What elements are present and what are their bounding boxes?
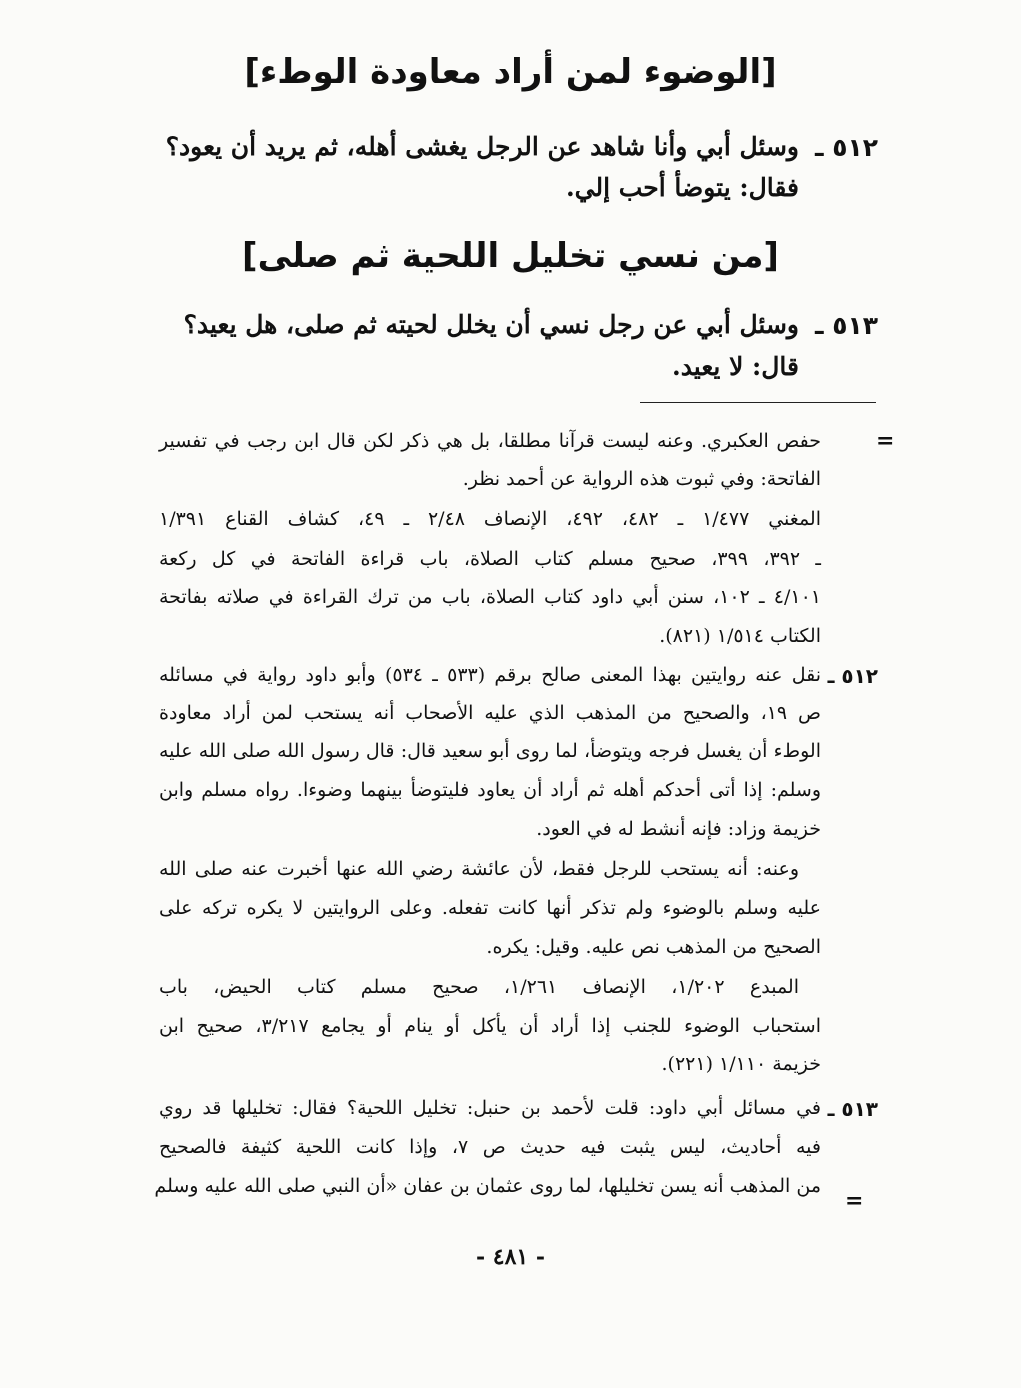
footnote-line: ص ١٩، والصحيح من المذهب الذي عليه الأصحاب أنه يستحب لمن أراد معاودة [159,702,822,724]
continuation-mark-bottom: = [845,1188,864,1214]
footnote-line: الصحيح من المذهب نص عليه. وقيل: يكره. [486,936,821,958]
footnote-separator [640,402,876,403]
footnote-line: الكتاب ١/٥١٤ (٨٢١). [659,625,821,647]
footnote-line: وسلم: إذا أتى أحدكم أهله ثم أراد أن يعاود فليتوضأ بينهما وضوءا. رواه مسلم وابن [159,779,821,801]
section-heading-2: [من نسي تخليل اللحية ثم صلى] [242,236,779,276]
footnote-line: حفص العكبري. وعنه ليست قرآنا مطلقا، بل هي ذكر لكن قال ابن رجب في تفسير [159,430,821,452]
footnote-line: وعنه: أنه يستحب للرجل فقط، لأن عائشة رضي الله عنها أخبرت عنه صلى الله [159,858,799,880]
footnote-line: خزيمة وزاد: فإنه أنشط له في العود. [536,818,821,840]
footnote-line: من المذهب أنه يسن تخليلها، لما روى عثمان بن عفان «أن النبي صلى الله عليه وسلم [154,1175,821,1197]
footnote-number-512: ٥١٢ ـ [827,664,878,688]
footnote-number-513: ٥١٣ ـ [827,1097,878,1121]
footnote-line: عليه وسلم بالوضوء ولم تذكر أنها كانت تفعله. وعلى الروايتين لا يكره تركه على [159,897,821,919]
footnote-line: خزيمة ١/١١٠ (٢٢١). [661,1053,821,1075]
footnote-line: المغني ١/٤٧٧ ـ ٤٨٢، ٤٩٢، الإنصاف ٢/٤٨ ـ ٤٩، كشاف القناع ١/٣٩١ [159,508,822,530]
continuation-mark-top: = [876,428,895,454]
footnote-line: في مسائل أبي داود: قلت لأحمد بن حنبل: تخليل اللحية؟ فقال: تخليلها قد روي [159,1097,821,1119]
entry-number-512: ٥١٢ ـ [814,133,878,162]
footnote-line: الفاتحة: وفي ثبوت هذه الرواية عن أحمد نظر. [462,468,821,490]
entry-number-513: ٥١٣ ـ [814,311,878,340]
footnote-line: المبدع ١/٢٠٢، الإنصاف ١/٢٦١، صحيح مسلم كتاب الحيض، باب [159,976,799,998]
section-heading-1: [الوضوء لمن أراد معاودة الوطء] [244,52,777,92]
entry-512-question: وسئل أبي وأنا شاهد عن الرجل يغشى أهله، ثم يريد أن يعود؟ [165,132,799,161]
entry-513-answer: قال: لا يعيد. [671,352,799,381]
page-number: - ٤٨١ - [475,1244,546,1270]
footnote-line: فيه أحاديث، ليس يثبت فيه حديث ص ٧، وإذا كانت اللحية كثيفة فالصحيح [159,1136,821,1158]
entry-512-answer: فقال: يتوضأ أحب إلي. [565,173,799,202]
footnote-line: ٤/١٠١ ـ ١٠٢، سنن أبي داود كتاب الصلاة، باب من ترك القراءة في صلاته بفاتحة [159,586,821,608]
entry-513-question: وسئل أبي عن رجل نسي أن يخلل لحيته ثم صلى، هل يعيد؟ [183,310,799,339]
footnote-line: ـ ٣٩٢، ٣٩٩، صحيح مسلم كتاب الصلاة، باب قراءة الفاتحة في كل ركعة [159,548,821,570]
footnote-line: نقل عنه روايتين بهذا المعنى صالح برقم (٥٣٣ ـ ٥٣٤) وأبو داود رواية في مسائله [159,664,821,686]
footnote-line: الوطء أن يغسل فرجه ويتوضأ، لما روى أبو سعيد قال: قال رسول الله صلى الله عليه [159,740,821,762]
footnote-line: استحباب الوضوء للجنب إذا أراد أن يأكل أو ينام أو يجامع ٣/٢١٧، صحيح ابن [159,1015,821,1037]
